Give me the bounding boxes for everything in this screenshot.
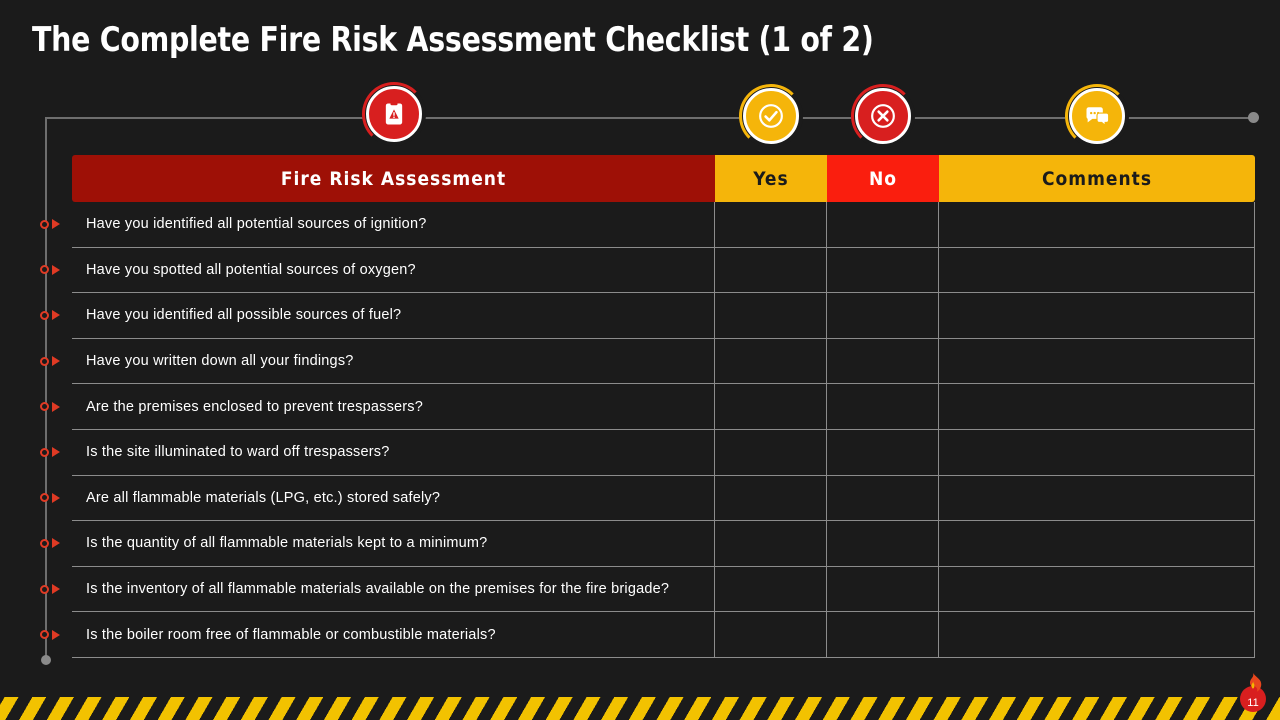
cell-comments[interactable] [938, 567, 1254, 612]
row-marker-dot [40, 585, 49, 594]
cell-question: Are the premises enclosed to prevent trespassers? [86, 398, 424, 415]
timeline-end-dot [1248, 112, 1259, 123]
flame-icon [1244, 672, 1262, 698]
badge-ring [362, 82, 426, 146]
cell-question: Are all flammable materials (LPG, etc.) stored safely? [86, 489, 441, 506]
cell-yes[interactable] [714, 293, 826, 338]
row-marker-icon [40, 584, 60, 594]
clipboard-alert-icon [366, 86, 422, 142]
cell-comments[interactable] [938, 430, 1254, 475]
cell-no[interactable] [826, 430, 938, 475]
cell-no[interactable] [826, 567, 938, 612]
cell-right-edge [1254, 476, 1255, 521]
row-marker-dot [40, 448, 49, 457]
cell-yes[interactable] [714, 612, 826, 657]
row-marker-arrow-icon [52, 630, 60, 640]
row-marker-dot [40, 220, 49, 229]
cell-yes[interactable] [714, 202, 826, 247]
badge-ring [739, 84, 803, 148]
cell-no[interactable] [826, 612, 938, 657]
cross-circle-icon [855, 88, 911, 144]
table-row [72, 612, 1255, 658]
cell-right-edge [1254, 612, 1255, 657]
row-marker-arrow-icon [52, 447, 60, 457]
row-marker-icon [40, 265, 60, 275]
row-marker-dot [40, 402, 49, 411]
cell-comments[interactable] [938, 293, 1254, 338]
row-marker-arrow-icon [52, 310, 60, 320]
row-marker-arrow-icon [52, 219, 60, 229]
table-row [72, 430, 1255, 476]
row-marker-dot [40, 265, 49, 274]
row-marker-icon [40, 219, 60, 229]
cell-no[interactable] [826, 293, 938, 338]
cell-right-edge [1254, 430, 1255, 475]
cell-no[interactable] [826, 339, 938, 384]
cell-comments[interactable] [938, 202, 1254, 247]
hazard-stripe [0, 694, 1280, 720]
row-marker-dot [40, 493, 49, 502]
table-row [72, 521, 1255, 567]
cell-question: Have you identified all possible sources of fuel? [86, 307, 402, 324]
header-comments: Comments [939, 155, 1255, 202]
cell-question: Is the inventory of all flammable materials available on the premises for the fire brigade? [86, 581, 670, 598]
row-marker-icon [40, 356, 60, 366]
row-marker-arrow-icon [52, 493, 60, 503]
cell-question: Have you spotted all potential sources of oxygen? [86, 261, 416, 278]
cell-comments[interactable] [938, 339, 1254, 384]
cell-comments[interactable] [938, 384, 1254, 429]
cell-question: Is the quantity of all flammable materials kept to a minimum? [86, 535, 488, 552]
cell-right-edge [1254, 339, 1255, 384]
table-body [72, 202, 1255, 658]
cell-yes[interactable] [714, 339, 826, 384]
cell-right-edge [1254, 202, 1255, 247]
cell-question: Is the site illuminated to ward off trespassers? [86, 444, 390, 461]
table-header-row [72, 155, 1255, 202]
check-circle-icon [743, 88, 799, 144]
cell-question: Have you written down all your findings? [86, 353, 354, 370]
cell-no[interactable] [826, 476, 938, 521]
cell-yes[interactable] [714, 567, 826, 612]
cell-right-edge [1254, 248, 1255, 293]
row-marker-arrow-icon [52, 265, 60, 275]
row-marker-icon [40, 447, 60, 457]
checklist-table [72, 155, 1255, 658]
page-title: The Complete Fire Risk Assessment Checklist (1 of 2) [32, 20, 874, 60]
row-marker-dot [40, 357, 49, 366]
cell-yes[interactable] [714, 521, 826, 566]
cell-no[interactable] [826, 521, 938, 566]
row-marker-dot [40, 630, 49, 639]
cell-comments[interactable] [938, 612, 1254, 657]
badge-ring [1065, 84, 1129, 148]
row-marker-arrow-icon [52, 356, 60, 366]
table-row [72, 339, 1255, 385]
cell-no[interactable] [826, 202, 938, 247]
cell-yes[interactable] [714, 248, 826, 293]
cell-right-edge [1254, 567, 1255, 612]
cell-right-edge [1254, 384, 1255, 429]
cell-no[interactable] [826, 248, 938, 293]
page-number-badge: 11 [1240, 686, 1266, 712]
timeline-vertical-rail [45, 118, 47, 661]
row-marker-icon [40, 630, 60, 640]
row-marker-dot [40, 311, 49, 320]
row-marker-icon [40, 310, 60, 320]
row-marker-arrow-icon [52, 402, 60, 412]
row-marker-icon [40, 402, 60, 412]
cell-yes[interactable] [714, 430, 826, 475]
cell-right-edge [1254, 293, 1255, 338]
table-row [72, 293, 1255, 339]
cell-question: Have you identified all potential sources of ignition? [86, 216, 427, 233]
comment-icon [1069, 88, 1125, 144]
cell-comments[interactable] [938, 476, 1254, 521]
cell-comments[interactable] [938, 248, 1254, 293]
table-row [72, 476, 1255, 522]
row-marker-dot [40, 539, 49, 548]
header-yes: Yes [715, 155, 827, 202]
table-row [72, 248, 1255, 294]
row-marker-icon [40, 493, 60, 503]
cell-question: Is the boiler room free of flammable or combustible materials? [86, 626, 496, 643]
cell-right-edge [1254, 521, 1255, 566]
row-marker-icon [40, 538, 60, 548]
row-marker-arrow-icon [52, 584, 60, 594]
table-row [72, 567, 1255, 613]
table-row [72, 384, 1255, 430]
row-marker-arrow-icon [52, 538, 60, 548]
header-no: No [827, 155, 939, 202]
header-question: Fire Risk Assessment [72, 155, 715, 202]
timeline-bottom-dot [41, 655, 51, 665]
table-row [72, 202, 1255, 248]
cell-no[interactable] [826, 384, 938, 429]
cell-yes[interactable] [714, 476, 826, 521]
badge-ring [851, 84, 915, 148]
cell-comments[interactable] [938, 521, 1254, 566]
cell-yes[interactable] [714, 384, 826, 429]
